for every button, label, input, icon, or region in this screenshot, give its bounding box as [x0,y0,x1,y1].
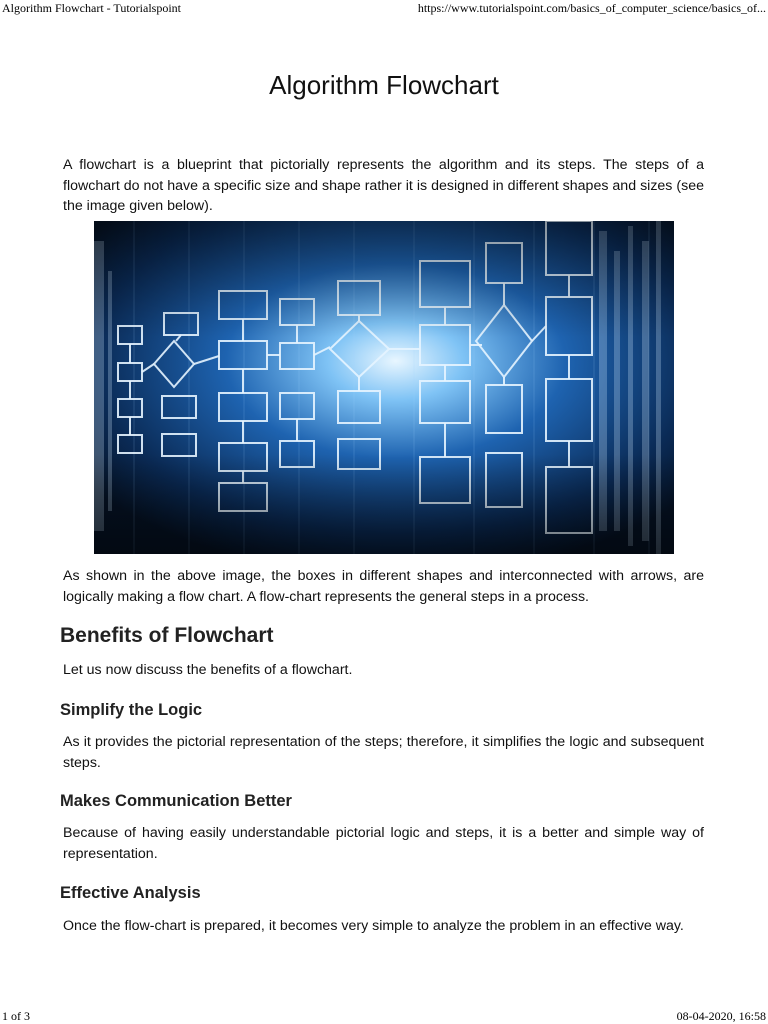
page-title: Algorithm Flowchart [269,70,499,100]
section-body-effective-analysis: Once the flow-chart is prepared, it becomes very simple to analyze the problem in an effective way. [63,918,684,934]
intro-paragraph: A flowchart is a blueprint that pictorially represents the algorithm and its steps. The steps of a flowchart do not have a specific size and shape rather it is designed in different shapes and sizes (see the image given below). [63,157,704,214]
print-header [0,1,768,16]
benefits-heading: Benefits of Flowchart [60,624,274,647]
flowchart-hero-image [94,221,674,554]
page-counter: 1 of 3 [2,1009,30,1023]
print-header-url: https://www.tutorialspoint.com/basics_of_computer_science/basics_of... [417,1,766,15]
section-heading-effective-analysis: Effective Analysis [60,884,201,902]
image-description-paragraph: As shown in the above image, the boxes in different shapes and interconnected with arrows, are logically making a flow chart. A flow-chart represents the general steps in a process. [63,568,704,605]
benefits-intro-paragraph: Let us now discuss the benefits of a flowchart. [63,662,353,678]
section-heading-communication: Makes Communication Better [60,792,292,810]
section-body-simplify-logic: As it provides the pictorial representation of the steps; therefore, it simplifies the logic and subsequent steps. [63,734,704,771]
section-body-communication: Because of having easily understandable pictorial logic and steps, it is a better and simple way of representation. [63,825,704,862]
print-datetime: 08-04-2020, 16:58 [676,1009,766,1023]
print-footer [0,1009,768,1024]
print-header-title: Algorithm Flowchart - Tutorialspoint [2,1,182,15]
section-heading-simplify-logic: Simplify the Logic [60,701,203,719]
